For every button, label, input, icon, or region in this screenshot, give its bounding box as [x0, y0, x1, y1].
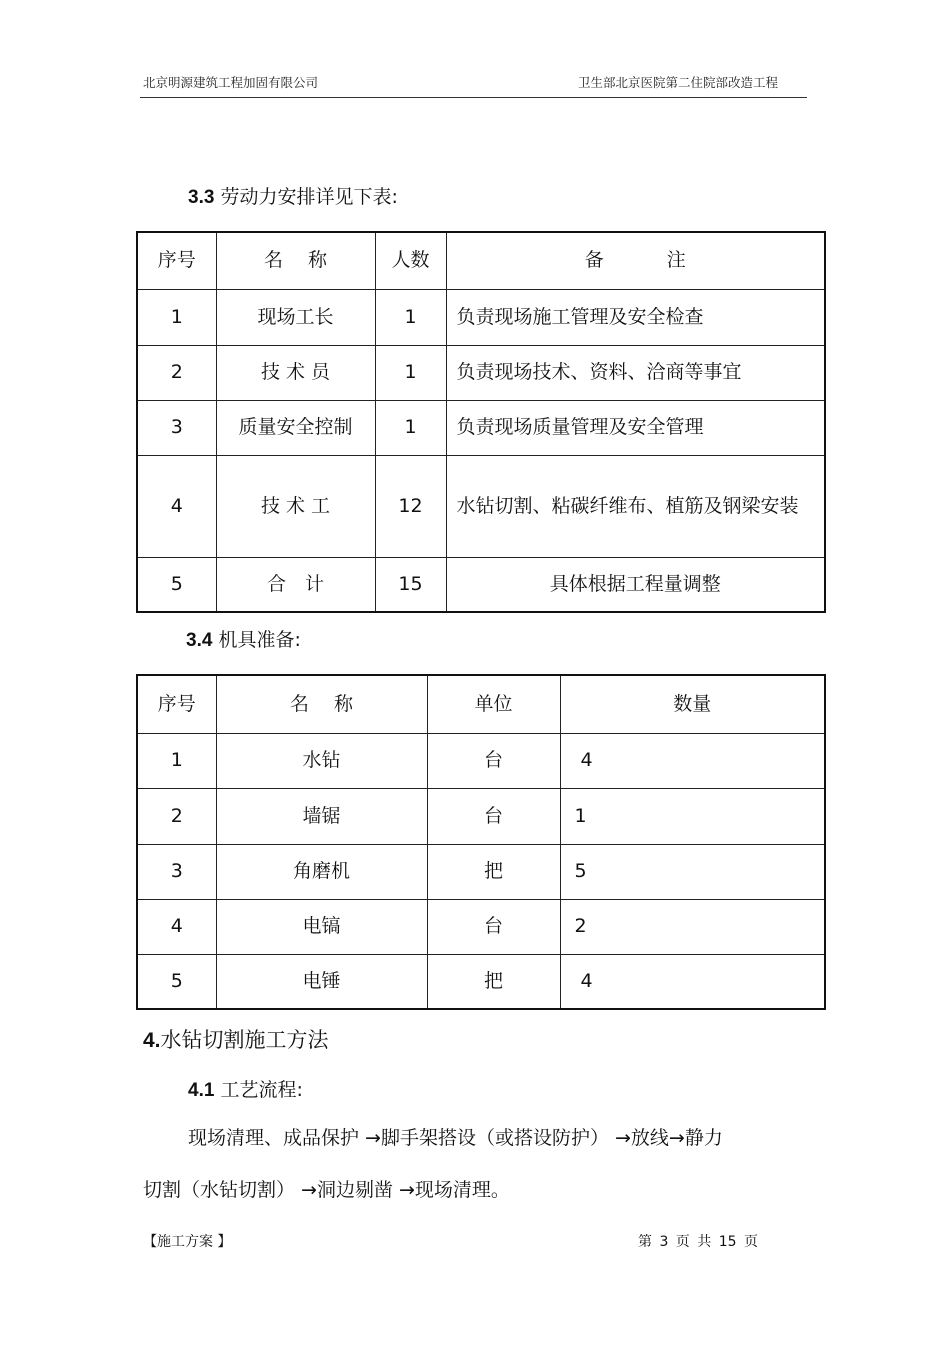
- tools-unit: 台: [427, 899, 560, 954]
- labor-name: 质量安全控制: [216, 400, 375, 455]
- labor-note: 负责现场施工管理及安全检查: [446, 289, 825, 345]
- tools-name: 角磨机: [216, 844, 427, 899]
- header-divider: [140, 97, 807, 98]
- section-4-1-number: 4.1: [188, 1080, 215, 1101]
- table-row: [137, 455, 825, 557]
- footer-page-number: 第 3 页 共 15 页: [638, 1234, 758, 1250]
- table-row: [137, 400, 825, 455]
- labor-count: 1: [375, 289, 446, 345]
- labor-note: 负责现场质量管理及安全管理: [446, 400, 825, 455]
- labor-table: [136, 231, 826, 613]
- tools-header-qty: 数量: [560, 675, 825, 733]
- labor-name: 合 计: [216, 557, 375, 612]
- labor-no: 4: [137, 455, 216, 557]
- tools-no: 2: [137, 788, 216, 844]
- tools-name: 电锤: [216, 954, 427, 1009]
- labor-name: 技 术 工: [216, 455, 375, 557]
- table-row: [137, 788, 825, 844]
- labor-no: 3: [137, 400, 216, 455]
- tools-qty: 4: [560, 733, 825, 788]
- header-project: 卫生部北京医院第二住院部改造工程: [578, 75, 779, 90]
- labor-count: 15: [375, 557, 446, 612]
- tools-qty: 4: [560, 954, 825, 1009]
- tools-no: 4: [137, 899, 216, 954]
- section-4-heading: [143, 1024, 329, 1054]
- process-flow-line-2: 切割（水钻切割） →洞边剔凿 →现场清理。: [143, 1179, 510, 1201]
- tools-qty: 5: [560, 844, 825, 899]
- labor-no: 5: [137, 557, 216, 612]
- header-company: 北京明源建筑工程加固有限公司: [143, 75, 319, 90]
- labor-count: 12: [375, 455, 446, 557]
- table-row: [137, 844, 825, 899]
- tools-unit: 台: [427, 733, 560, 788]
- labor-header-no: 序号: [137, 232, 216, 289]
- labor-count: 1: [375, 400, 446, 455]
- labor-name: 现场工长: [216, 289, 375, 345]
- section-4-1-title: 工艺流程:: [220, 1079, 303, 1101]
- tools-qty: 2: [560, 899, 825, 954]
- tools-table: [136, 674, 826, 1010]
- labor-no: 2: [137, 345, 216, 400]
- tools-unit: 把: [427, 954, 560, 1009]
- section-3-4-title: 机具准备:: [218, 629, 301, 651]
- table-row: [137, 557, 825, 612]
- section-3-3-heading: [188, 182, 398, 209]
- section-4-number: 4.: [143, 1029, 161, 1052]
- section-3-4-number: 3.4: [186, 630, 213, 651]
- tools-name: 水钻: [216, 733, 427, 788]
- tools-name: 墙锯: [216, 788, 427, 844]
- section-3-3-number: 3.3: [188, 187, 215, 208]
- process-flow-line-1: 现场清理、成品保护 →脚手架搭设（或搭设防护） →放线→静力: [188, 1127, 723, 1149]
- labor-note: 负责现场技术、资料、洽商等事宜: [446, 345, 825, 400]
- labor-header-count: 人数: [375, 232, 446, 289]
- table-row: [137, 345, 825, 400]
- labor-name: 技 术 员: [216, 345, 375, 400]
- labor-header-note: 备 注: [446, 232, 825, 289]
- tools-no: 3: [137, 844, 216, 899]
- table-row: [137, 899, 825, 954]
- tools-header-no: 序号: [137, 675, 216, 733]
- labor-note: 水钻切割、粘碳纤维布、植筋及钢梁安装: [446, 455, 825, 557]
- section-3-4-heading: [186, 625, 301, 652]
- tools-no: 1: [137, 733, 216, 788]
- tools-no: 5: [137, 954, 216, 1009]
- labor-header-row: [137, 232, 825, 289]
- labor-header-name: 名 称: [216, 232, 375, 289]
- table-row: [137, 289, 825, 345]
- labor-no: 1: [137, 289, 216, 345]
- section-4-1-heading: [188, 1075, 303, 1102]
- tools-header-row: [137, 675, 825, 733]
- labor-count: 1: [375, 345, 446, 400]
- tools-qty: 1: [560, 788, 825, 844]
- section-4-title: 水钻切割施工方法: [160, 1028, 329, 1052]
- tools-unit: 台: [427, 788, 560, 844]
- table-row: [137, 733, 825, 788]
- labor-note: 具体根据工程量调整: [446, 557, 825, 612]
- table-row: [137, 954, 825, 1009]
- tools-unit: 把: [427, 844, 560, 899]
- footer-doc-type: 【施工方案 】: [143, 1234, 232, 1250]
- tools-header-name: 名 称: [216, 675, 427, 733]
- tools-header-unit: 单位: [427, 675, 560, 733]
- section-3-3-title: 劳动力安排详见下表:: [220, 186, 398, 208]
- tools-name: 电镐: [216, 899, 427, 954]
